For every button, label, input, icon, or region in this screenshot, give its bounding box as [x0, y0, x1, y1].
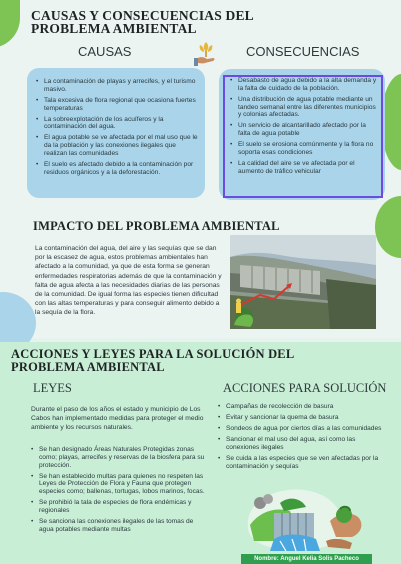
- list-item: • Sancionar el mal uso del agua, así como las conexiones ilegales: [218, 436, 382, 452]
- acciones-heading: ACCIONES PARA SOLUCIÓN: [223, 381, 387, 395]
- list-item: • La contaminación de playas y arrecifes, y el turismo masivo.: [36, 78, 198, 94]
- environment-illustration: [240, 481, 372, 553]
- list-item: • Se han establecido multas para quienes no respeten las Leyes de Protección de Flora y Fauna que protegen especies como; ballenas, tortugas, lobos marinos, focas.: [31, 473, 207, 496]
- list-item: • Tala excesiva de flora regional que ocasiona fuertes temperaturas: [36, 97, 198, 113]
- list-item: • Se sanciona las conexiones ilegales de las tomas de agua potables mediante multas: [31, 518, 207, 534]
- list-item: • Un servicio de alcantarillado afectado por la falta de agua potable: [230, 122, 378, 138]
- list-item: • Una distribución de agua potable mediante un tandeo semanal entre las diferentes municipios y colonias afectadas.: [230, 96, 378, 119]
- list-item: • Se cuida a las especies que se ven afectadas por la contaminación y sequías: [218, 455, 382, 471]
- leyes-heading: LEYES: [33, 381, 72, 395]
- causas-heading: CAUSAS: [78, 44, 132, 59]
- causes-title: CAUSAS Y CONSECUENCIAS DEL PROBLEMA AMBIENTAL: [31, 8, 254, 36]
- causas-list: [36, 78, 198, 180]
- list-item: • La sobreexplotación de los acuíferos y la contaminación del agua.: [36, 116, 198, 132]
- list-item: • El agua potable se ve afectada por el mal uso que le da la población y las conexiones ilegales que realizan las comunidades: [36, 134, 198, 157]
- list-item: • La calidad del aire se ve afectada por el aumento de tráfico vehicular: [230, 160, 378, 176]
- impact-title: IMPACTO DEL PROBLEMA AMBIENTAL: [33, 219, 280, 233]
- consecuencias-list: [230, 77, 378, 179]
- leyes-list: [31, 446, 207, 537]
- list-item: • Sondeos de agua por ciertos días a las comunidades: [218, 425, 382, 433]
- list-item: • Se han designado Áreas Naturales Protegidas zonas como; playas, arrecifes y reservas de la biosfera para su protección.: [31, 446, 207, 469]
- list-item: • Desabasto de agua debido a la alta demanda y la falta de cuidado de la población.: [230, 77, 378, 93]
- list-item: • Evitar y sancionar la quema de basura: [218, 414, 382, 422]
- dam-photo: [230, 235, 376, 329]
- leyes-intro: Durante el paso de los años el estado y municipio de Los Cabos han implementado medidas para proteger el medio ambiente y los recursos naturales.: [31, 406, 204, 432]
- list-item: • Se prohibió la tala de especies de flora endémicas y regionales: [31, 499, 207, 515]
- consecuencias-heading: CONSECUENCIAS: [246, 44, 360, 59]
- list-item: • Campañas de recolección de basura: [218, 403, 382, 411]
- list-item: • El suelo se erosiona comúnmente y la flora no soporta esas condiciones: [230, 141, 378, 157]
- author-name-bar: Nombre: Anguel Kelia Solis Pacheco: [241, 554, 372, 564]
- solutions-title: ACCIONES Y LEYES PARA LA SOLUCIÓN DEL PROBLEMA AMBIENTAL: [11, 347, 294, 374]
- list-item: • El suelo es afectado debido a la contaminación por residuos orgánicos y a la deforestación.: [36, 161, 198, 177]
- wheat-hand-icon: [191, 39, 221, 69]
- acciones-list: [218, 403, 382, 474]
- impact-paragraph: La contaminación del agua, del aire y las sequías que se dan por la escasez de agua, estos problemas ambientales han afectado a la comunidad, ya que de esta forma se generan enfermedades respiratorias además de que la contaminación y falta de agua afecta a las necesidades diarias de las personas de la comunidad. De igual forma las especies tienen dificultad con las altas temperaturas y para conseguir alimento debido a la sequía de la flora.: [35, 245, 222, 317]
